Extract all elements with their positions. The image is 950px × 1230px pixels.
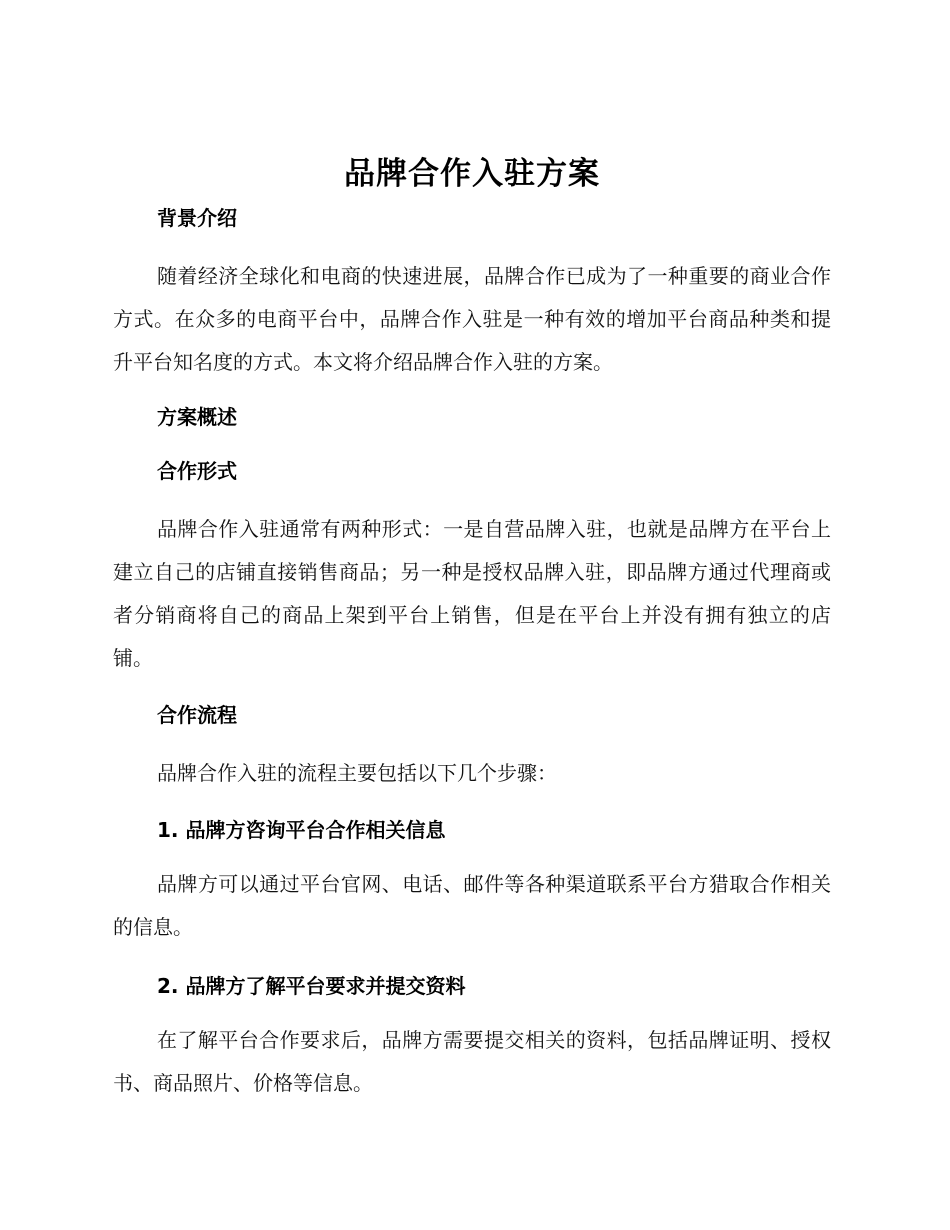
section-heading-cooperation-form: 合作形式 bbox=[157, 459, 237, 483]
section-heading-background: 背景介绍 bbox=[157, 206, 237, 230]
section-heading-overview: 方案概述 bbox=[157, 405, 237, 429]
paragraph-background: 随着经济全球化和电商的快速进展，品牌合作已成为了一种重要的商业合作方式。在众多的电商平台中，品牌合作入驻是一种有效的增加平台商品种类和提升平台知名度的方式。本文将介绍品牌合作入驻的方案。 bbox=[113, 264, 831, 374]
paragraph-step-1: 品牌方可以通过平台官网、电话、邮件等各种渠道联系平台方猎取合作相关的信息。 bbox=[113, 872, 831, 939]
paragraph-cooperation-form: 品牌合作入驻通常有两种形式：一是自营品牌入驻，也就是品牌方在平台上建立自己的店铺直接销售商品；另一种是授权品牌入驻，即品牌方通过代理商或者分销商将自己的商品上架到平台上销售，但是在平台上并没有拥有独立的店铺。 bbox=[113, 517, 831, 670]
section-heading-cooperation-flow: 合作流程 bbox=[157, 703, 237, 727]
paragraph-cooperation-flow: 品牌合作入驻的流程主要包括以下几个步骤： bbox=[157, 761, 557, 785]
step-heading-1: 1. 品牌方咨询平台合作相关信息 bbox=[157, 818, 446, 842]
document-title: 品牌合作入驻方案 bbox=[344, 156, 600, 192]
step-heading-2: 2. 品牌方了解平台要求并提交资料 bbox=[157, 974, 466, 998]
paragraph-step-2: 在了解平台合作要求后，品牌方需要提交相关的资料，包括品牌证明、授权书、商品照片、价格等信息。 bbox=[113, 1028, 831, 1095]
document-body bbox=[113, 150, 831, 1105]
